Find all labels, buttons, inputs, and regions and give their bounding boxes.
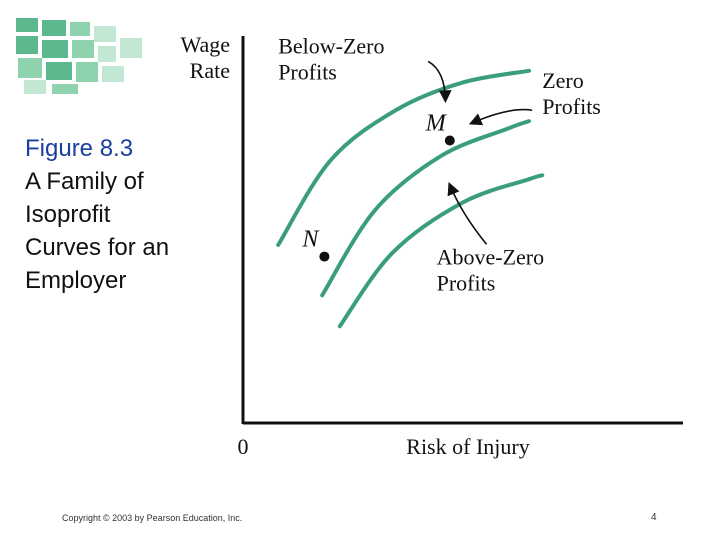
labeled-points	[301, 110, 454, 261]
caption-line: A Family of	[25, 168, 144, 195]
figure-number: Figure 8.3	[25, 135, 134, 162]
point-label: M	[425, 110, 446, 137]
copyright-text: Copyright © 2003 by Pearson Education, Inc.	[62, 513, 243, 523]
y-axis-label: Wage	[180, 32, 230, 57]
page-number: 4	[651, 512, 657, 523]
annotation-label: Profits	[542, 94, 601, 120]
origin-label: 0	[237, 434, 249, 459]
y-axis-label: Rate	[189, 58, 230, 83]
isoprofit-curve-1	[278, 71, 529, 245]
annotation-label: Above-Zero	[436, 244, 545, 270]
annotation-label: Below-Zero	[278, 33, 385, 59]
isoprofit-curves	[278, 71, 542, 326]
point-label: N	[302, 226, 319, 253]
x-axis-label: Risk of Injury	[406, 434, 530, 459]
point-n	[319, 252, 329, 262]
caption-line: Isoprofit	[25, 201, 111, 228]
caption-line: Employer	[25, 267, 127, 294]
point-m	[445, 135, 455, 145]
annotation-label: Zero	[542, 68, 584, 94]
annotation-label: Profits	[278, 59, 337, 85]
annotation-label: Profits	[436, 270, 496, 296]
caption-line: Curves for an	[25, 234, 170, 261]
